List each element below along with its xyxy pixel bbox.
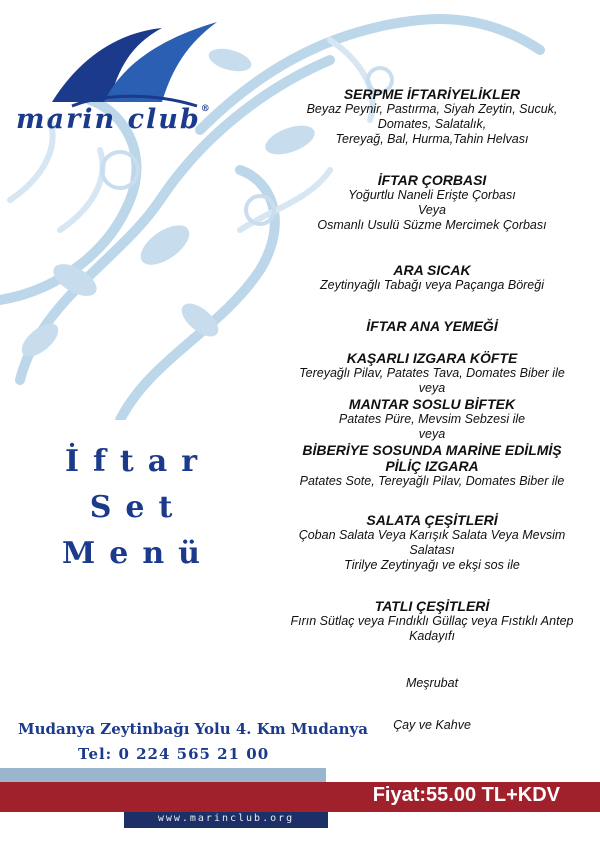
drinks-text: Meşrubat — [405, 676, 459, 690]
dish-title: BİBERİYE SOSUNDA MARİNE EDİLMİŞ — [302, 442, 562, 458]
section-ara-sicak — [266, 262, 598, 293]
section-line: Tereyağ, Bal, Hurma,Tahin Helvası — [335, 132, 529, 146]
phone: Tel: 0 224 565 21 00 — [78, 745, 270, 763]
dish-title: KAŞARLI IZGARA KÖFTE — [346, 350, 518, 366]
section-title: İFTAR ANA YEMEĞİ — [366, 318, 498, 334]
logo-name: marin club — [16, 104, 201, 135]
title-line-1: İftar — [64, 444, 212, 479]
section-title: SALATA ÇEŞİTLERİ — [366, 512, 498, 528]
dish-desc: Tereyağlı Pilav, Patates Tava, Domates Biber ile — [299, 366, 565, 380]
section-salata — [266, 512, 598, 573]
logo-wordmark — [16, 104, 212, 135]
drinks-line — [266, 676, 598, 691]
section-line: Tirilye Zeytinyağı ve ekşi sos ile — [344, 558, 520, 572]
section-line: Domates, Salatalık, — [377, 117, 487, 131]
section-line: Fırın Sütlaç veya Fındıklı Güllaç veya Fıstıklı Antep — [290, 614, 574, 628]
section-line: Osmanlı Usulü Süzme Mercimek Çorbası — [317, 218, 547, 232]
section-line: Zeytinyağlı Tabağı veya Paçanga Böreği — [320, 278, 544, 292]
section-line: Salatası — [409, 543, 455, 557]
dish-or: veya — [418, 381, 446, 395]
section-serpme — [266, 86, 598, 147]
tea-text: Çay ve Kahve — [393, 718, 471, 732]
dish-or: veya — [418, 427, 446, 441]
title-line-3: Menü — [62, 536, 214, 571]
dish-title: PİLİÇ IZGARA — [385, 458, 479, 474]
section-line: Kadayıfı — [409, 629, 455, 643]
section-title: ARA SICAK — [393, 262, 471, 278]
section-ana-yemek — [266, 318, 598, 334]
website-link[interactable]: www.marinclub.org — [157, 813, 295, 824]
section-line: Yoğurtlu Naneli Erişte Çorbası — [348, 188, 516, 202]
section-main-dishes — [266, 350, 598, 489]
section-line: Veya — [417, 203, 447, 217]
section-line: Beyaz Peynir, Pastırma, Siyah Zeytin, Sucuk, — [306, 102, 558, 116]
section-tatli — [266, 598, 598, 644]
logo-reg-mark: ® — [200, 104, 212, 114]
address: Mudanya Zeytinbağı Yolu 4. Km Mudanya — [18, 720, 368, 738]
section-title: TATLI ÇEŞİTLERİ — [374, 598, 490, 614]
price-text: Fiyat:55.00 TL+KDV — [372, 784, 560, 806]
dish-desc: Patates Sote, Tereyağlı Pilav, Domates Biber ile — [299, 474, 565, 488]
dish-desc: Patates Püre, Mevsim Sebzesi ile — [338, 412, 526, 426]
dish-title: MANTAR SOSLU BİFTEK — [348, 396, 516, 412]
section-title: SERPME İFTARİYELİKLER — [343, 86, 521, 102]
footer-accent-bar — [0, 768, 326, 782]
title-line-2: Set — [89, 490, 187, 525]
section-corba — [266, 172, 598, 233]
section-title: İFTAR ÇORBASI — [377, 172, 487, 188]
section-line: Çoban Salata Veya Karışık Salata Veya Mevsim — [298, 528, 566, 542]
